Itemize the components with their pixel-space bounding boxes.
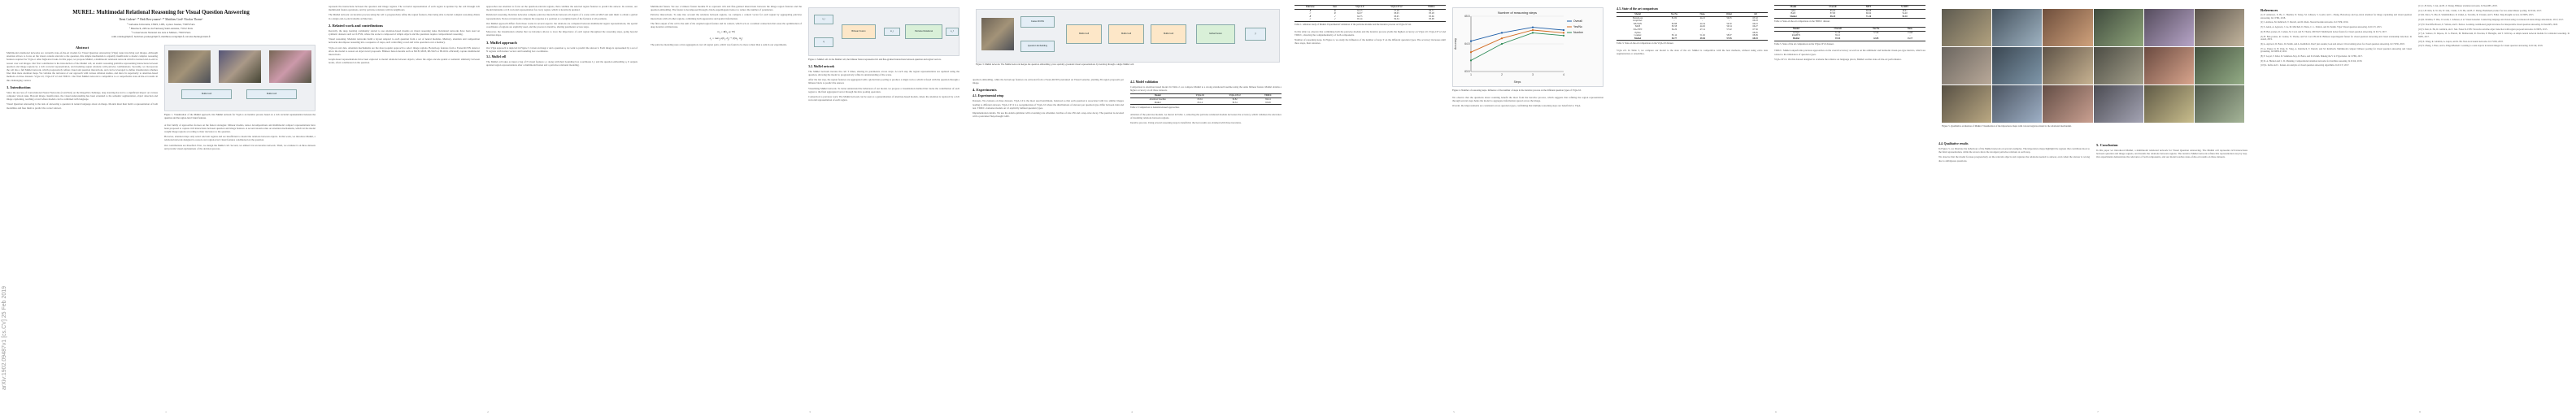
page-2 (322, 0, 644, 416)
t2-cell: 85.98 (1255, 102, 1281, 105)
page4-right-column (1130, 78, 1281, 411)
t2-h1: VQA 2.0 (1185, 94, 1215, 98)
t3-cell: Bottom-up (1632, 16, 1643, 20)
steps-chart (1453, 8, 1603, 84)
t1-cell: 39.54 (1376, 18, 1417, 21)
t1-h3: VQA-CP v2 (1376, 6, 1417, 10)
equation-1: $m_i = B(s_i$, q; Θ) (717, 30, 735, 35)
page1-right-column (164, 42, 315, 411)
t3-h4: All (1743, 13, 1768, 17)
t3-h1: Yes/No (1659, 13, 1690, 17)
t1-cell: 37.28 (1394, 9, 1399, 12)
t4-cell: 85.03 (1830, 9, 1836, 12)
page-number: 8 (2419, 410, 2421, 414)
t3-cell: 56.34 (1726, 25, 1732, 28)
figure-1: MuRel cell MuRel cell (164, 45, 315, 111)
y-tick-label: 63.5 (1464, 70, 1470, 74)
t1-cell: ✓ (1295, 18, 1326, 21)
setup-heading: 4.1. Experimental setup (973, 94, 1004, 98)
qualitative-heading: 4.4. Qualitative results (1939, 142, 1969, 145)
t3-cell: - (1673, 20, 1675, 23)
figure-3 (976, 9, 1280, 63)
t3-cell: DA-NTN (1633, 28, 1643, 31)
t1-cell: ✓ (1309, 12, 1312, 15)
t3-cell: Pythia (1634, 31, 1641, 34)
t3-cell: - (1702, 20, 1704, 23)
t5-h2: Yes/No (1857, 28, 1894, 32)
t1-cell: 65.14 (1344, 18, 1376, 21)
data-point (1532, 29, 1534, 31)
t4-cell: 60.08 (1865, 9, 1872, 12)
page-number: 5 (1453, 410, 1455, 414)
t3-cell: 66.27 (1752, 25, 1758, 28)
table-3 (1617, 12, 1768, 41)
t3-cell: 51.62 (1699, 34, 1705, 37)
page2-right-text: approaches use attention to focus on the question-relevant regions, then combine the selected region features to predict the answer. In contrast, our model maintains a rich vectorial representation for every region, which is iteratively updated. Relational reasoning. Relation networks compute pairwise interactions between all objects of a scene with an MLP and sum them to obtain a global representation. Non-local networks compute the response at a position as a weighted sum of the features at all positions. Our MuRel approach differs from these works in several aspects: the relations are computed between multimodal region representations, the spatial coordinates of regions are explicitly used, and the process is iterative, sharing parameters across steps. Moreover, the visualization scheme that we introduce allows to trace the importance of each region throughout the reasoning steps, going beyond attention maps. (486, 5, 637, 37)
legend-label: Yes/No (1573, 25, 1582, 29)
page3-left-column (651, 5, 802, 411)
t1-h2: VQA 2.0 (1344, 6, 1376, 10)
y-tick-label: 65.5 (1464, 15, 1470, 19)
figure-2-caption: Figure 2. MuRel cell. In the MuRel cell, the bilinear fusion represents rich and fine-grained interactions between question and region vectors. (808, 58, 942, 61)
x-tick-label: 2 (1501, 73, 1503, 76)
page7-right-column (2096, 140, 2247, 411)
network-heading: 3.2. MuRel network (808, 64, 835, 68)
page5-left-column (1295, 5, 1446, 411)
references-text-a: [1] P. Anderson, X. He, C. Buehler, D. Teney, M. Johnson, S. Gould, and L. Zhang. Bottom-up and top-down attention for image captioning and visual question answering. In CVPR, 2018. [2] J. Andreas, M. Rohrbach, T. Darrell, and D. Klein. Neural module networks. In CVPR, 2016. [3] S. Antol, A. Agrawal, J. Lu, M. Mitchell, D. Batra, C. L. Zitnick, and D. Parikh. VQA: Visual question answering. In ICCV, 2015. [4] H. Ben-younes, R. Cadene, M. Cord, and N. Thome. MUTAN: Multimodal tucker fusion for visual question answering. In ICCV, 2017. [5] H. Ben-younes, R. Cadene, N. Thome, and M. Cord. BLOCK: Bilinear superdiagonal fusion for visual question answering and visual relationship detection. In AAAI, 2019. [6] A. Agrawal, D. Batra, D. Parikh, and A. Kembhavi. Don't just assume; look and answer: Overcoming priors for visual question answering. In CVPR, 2018. [7] A. Fukui, D. H. Park, D. Yang, A. Rohrbach, T. Darrell, and M. Rohrbach. Multimodal compact bilinear pooling for visual question answering and visual grounding. In EMNLP, 2016. [8] Y. Goyal, T. Khot, D. Summers-Stay, D. Batra, and D. Parikh. Making the V in VQA matter. In CVPR, 2017. [9] D. A. Hudson and C. D. Manning. Compositional attention networks for machine reasoning. In ICLR, 2018. [10] K. Kafle and C. Kanan. An analysis of visual question answering algorithms. In ICCV, 2017. (2261, 14, 2412, 67)
t5-cell: 42.85 (1857, 37, 1894, 41)
related-text: Recently, the deep learning community started to use attention-based models on visual reasoning tasks. Relational networks have been used on synthetic datasets such as CLEVR, where the scene is composed of simple objects and the questions require compositional reasoning. Visual reasoning. Modular networks build a layout adapted to each question from a set of neural modules. Memory, attention and composition networks decompose reasoning into a sequence of steps, each controlling a read and write operation over a memory. VQA on real data. Attention mechanisms are the most popular approach to select image regions. Bottom-up features from a Faster-RCNN detector allow the model to reason on object-level proposals. Bilinear fusion models such as MCB, MLB, MUTAN or BLOCK efficiently capture multimodal interactions. Graph-based representations have been explored to model relations between objects, where the edges encode spatial or semantic similarity between nodes, often conditioned on the question. (329, 28, 480, 65)
sota-heading: 4.3. State of the art comparison (1617, 7, 1658, 11)
page-7 (1932, 0, 2254, 416)
figure-2 (808, 7, 959, 56)
t3-cell: 56.50 (1726, 22, 1732, 25)
x-tick-label: 1 (1470, 73, 1472, 76)
t1-cell: ✗ (1334, 12, 1337, 15)
table-5 (1774, 27, 1925, 41)
t1-cell: 38.03 (1394, 12, 1399, 15)
t1-cell: 85.98 (1417, 18, 1446, 21)
page5-left-text: In this table we observe that combining both the pairwise module and the iterative process yields the highest accuracy on VQA 2.0, VQA-CP v2 and TDIUC, showing the complementarity of both components. Number of reasoning steps. In Figure 4, we study the influence of the number of steps T on the different question types. The accuracy increases until three steps, then saturates. (1295, 29, 1446, 46)
t3-cell: MLB (1635, 25, 1641, 28)
t2-cell: Attention baseline (1149, 98, 1166, 101)
page4-right-text: Ablation of the pairwise module. As shown in Table 1, removing the pairwise relational module decreases the accuracy, which validates the relevance of modeling relations between regions. Iterative process. Using several reasoning steps is beneficial; the best results are obtained with three iterations. (1130, 112, 1281, 125)
page5-right-text: We observe that the questions about counting benefit the most from the iterative process, which suggests that refining the region representation through several steps helps the model to aggregate information spread across the image. Overall, the improvements are consistent across question types, confirming that multiple reasoning steps are beneficial to VQA. (1452, 95, 1603, 108)
page-3 (644, 0, 966, 416)
t2-h2: VQA-CP v2 (1215, 94, 1255, 98)
figure-5-caption: Figure 5. Qualitative evaluation of MuRel. Visualization of the importance maps with colored regions related to the relational mechanism. (1942, 124, 2072, 128)
t1-cell: ✓ (1334, 15, 1337, 18)
table-1 (1295, 5, 1446, 22)
x-tick-label: 4 (1563, 73, 1564, 76)
page6-left-text: VQA 2.0. In Table 3, we compare our model to the state of the art. MuRel is competitive with the best methods, without using extra data augmentation or ensembles. (1617, 49, 1768, 56)
qualitative-text: In Figure 5, we illustrate the behaviour of the MuRel network on several examples. The importance maps highlight the regions that contribute most to the final representation, while the arrows show the strongest pairwise relations at each step. We observe that the model focuses progressively on the relevant objects and captures the relations needed to answer, even when the answer is wrong due to ambiguous questions. (1939, 147, 2090, 162)
arxiv-id: arXiv:1902.09487v1 [cs.CV] 25 Feb 2019 (2, 285, 7, 390)
t3-cell: 66.01 (1752, 22, 1758, 25)
t3-cell: 83.58 (1671, 25, 1677, 28)
setup-text: Datasets. We evaluate on three datasets. VQA 2.0 is the most used benchmark, balanced so that each question is associated with two similar images leading to different answers. VQA-CP v2 is a reorganization of VQA 2.0 where the distributions of answers per question type differ between train and test. TDIUC evaluates models on 12 explicitly defined question types. Implementation details. We use the Adam optimizer with a learning rate scheduler, batches of size 256 and a step-wise decay. The question is encoded with a pretrained Skip-thought GRU. (973, 99, 1124, 119)
t4-cell: 49.91 (1902, 9, 1908, 12)
paper-authors: Remi Cadene¹·²* Hedi Ben-younes¹·²* Matthieu Cord¹ Nicolas Thome³ (119, 18, 203, 21)
t3-h3: Other (1716, 13, 1743, 17)
t3-cell: - (1729, 31, 1730, 34)
t2-cell: 39.54 (1215, 102, 1255, 105)
legend-label: Overall (1573, 20, 1582, 24)
t4-cell: BAN (1791, 12, 1796, 15)
t5-cell: RAMEN (1791, 34, 1800, 37)
t5-cell: - (1909, 34, 1911, 37)
series-line-yesno (1471, 30, 1564, 52)
page5-right-column (1452, 5, 1603, 411)
related-heading: 2. Related work and contributions (329, 23, 383, 28)
t3-cell: 56.05 (1726, 16, 1732, 20)
data-point (1532, 27, 1534, 28)
page1-right-text: A first family of approaches focuses on the fusion strategies: bilinear models, tensor decompositions and multimodal compact representations have been proposed to capture rich interactions between question and image features. A second stream relies on attention mechanisms, which let the model weight image regions according to their relevance to the question. However, attention maps only select relevant regions and are insufficient to model the relations between objects. In this work, we introduce MuRel, a relational network designed to reason over region-level visual features conditioned on the question. Our contributions are threefold. First, we design the MuRel cell. Second, we embed it in an iterative network. Third, we evaluate it on three datasets and provide visual explanations of the decision process. (164, 123, 315, 150)
affiliation-2: ² Heuritech, 248 rue du Faubourg Saint-Antoine, 75012 Paris (129, 26, 193, 30)
fig2-output: s_i' (946, 28, 959, 36)
fig3-qembed: Question Embedding (1020, 41, 1055, 52)
t3-cell: 57.85 (1716, 37, 1743, 41)
t5-cell: GVQA (1792, 31, 1799, 34)
fig3-detector: Faster-RCNN (1020, 16, 1055, 28)
t3-cell: 81.82 (1671, 16, 1677, 20)
t3-cell: - (1673, 31, 1675, 34)
equation-2: $e_i = \max_j \alpha(b_i$, $b_j) + \beta(m_i$, $m_j$) (709, 36, 743, 41)
t1-cell: ✗ (1309, 15, 1312, 18)
fig3-cell-3: MuRel cell (1151, 24, 1186, 44)
data-point (1563, 35, 1564, 37)
t1-h0: Pairwise (1295, 6, 1326, 10)
x-axis-label: Steps (1513, 80, 1521, 84)
fig3-cell-1: MuRel cell (1066, 24, 1102, 44)
data-point (1563, 32, 1564, 33)
x-tick-label: 3 (1532, 73, 1534, 76)
t1-cell: 64.75 (1357, 15, 1363, 18)
data-point (1563, 29, 1564, 31)
t3-cell: 66.18 (1752, 20, 1758, 23)
page7-left-column (1939, 140, 2090, 411)
t5-cell: 31.30 (1834, 31, 1841, 34)
table-2-caption: Table 2. Comparison to Attention-based approaches. (1130, 106, 1180, 110)
t1-cell: 84.71 (1429, 9, 1434, 12)
page3-right-column (808, 5, 959, 411)
t3-cell: 68.09 (1752, 34, 1758, 37)
t2-h3: TDIUC (1255, 94, 1281, 98)
references-text-b: [11] J.-H. Kim, J. Jun, and B.-T. Zhang. Bilinear attention networks. In NeurIPS, 2018. [12] J.-H. Kim, K. W. On, W. Lim, J. Kim, J.-W. Ha, and B.-T. Zhang. Hadamard product for low-rank bilinear pooling. In ICLR, 2017. [13] R. Kiros, Y. Zhu, R. Salakhutdinov, R. Zemel, A. Torralba, R. Urtasun, and S. Fidler. Skip-thought vectors. In NIPS, 2015. [14] R. Krishna, Y. Zhu, O. Groth, J. Johnson, et al. Visual Genome: Connecting language and vision using crowdsourced dense image annotations. IJCV, 2017. [15] W. Norcliffe-Brown, E. Vafeais, and S. Parisot. Learning conditioned graph structures for interpretable visual question answering. In NeurIPS, 2018. [16] S. Ren, K. He, R. Girshick, and J. Sun. Faster R-CNN: Towards real-time object detection with region proposal networks. In NIPS, 2015. [17] A. Santoro, D. Raposo, D. G. Barrett, M. Malinowski, R. Pascanu, P. Battaglia, and T. Lillicrap. A simple neural network module for relational reasoning. In NIPS, 2017. [18] X. Wang, R. Girshick, A. Gupta, and K. He. Non-local neural networks. In CVPR, 2018. [19] Y. Zhang, J. Hare, and A. Prügel-Bennett. Learning to count objects in natural images for visual question answering. In ICLR, 2018. (2418, 5, 2569, 48)
t3-cell: 58.97 (1726, 34, 1732, 37)
t5-cell: MuRel (1774, 37, 1818, 41)
t2-cell: 63.61 (1197, 98, 1203, 101)
fig2-pairwise: Pairwise Relational (905, 24, 942, 39)
t4-h3: N-MPT (1884, 6, 1925, 10)
t5-cell: 39.54 (1818, 37, 1858, 41)
page-number: 7 (2097, 410, 2099, 414)
t2-cell: 36.82 (1232, 98, 1238, 101)
t4-cell: 59.30 (1884, 15, 1925, 19)
data-point (1532, 32, 1534, 33)
abstract-heading: Abstract (75, 46, 89, 50)
page3-left-text: Multimodal fusion. We use a bilinear fusion module B to represent rich and fine-grained interactions between the image region features and the question embedding. The fusion is decomposed through a block-superdiagonal tensor to reduce the number of parameters. Pairwise interactions. To take into account the relations between regions, we compute a context vector for each region by aggregating pairwise interactions with all other regions, combining both appearance and spatial information. The final output of the cell is the sum of the original region feature and its context, which acts as a residual connection that eases the optimization of deep iterative architectures. (651, 5, 802, 29)
data-point (1501, 32, 1503, 33)
t5-cell: 39.21 (1834, 34, 1841, 37)
t5-h3: Num. (1895, 28, 1925, 32)
page-1 (0, 0, 322, 416)
data-point (1470, 51, 1472, 53)
legend-label: Number (1573, 31, 1584, 35)
t1-h1: Iter. (1326, 6, 1344, 10)
page-6 (1610, 0, 1932, 416)
page-number: 4 (1131, 410, 1133, 414)
t1-cell: ✗ (1334, 9, 1337, 12)
t3-cell: 68.03 (1743, 37, 1768, 41)
t1-cell: 85.66 (1429, 15, 1434, 18)
t3-cell: Graph Att. (1633, 20, 1643, 23)
experiments-heading: 4. Experiments (973, 88, 997, 93)
t3-cell: 84.77 (1659, 37, 1690, 41)
t3-cell: 84.29 (1671, 28, 1677, 31)
t3-cell: MUTAN (1634, 22, 1643, 25)
t3-cell: - (1729, 20, 1730, 23)
t4-cell: QTA (1791, 9, 1796, 12)
t3-cell: 67.56 (1752, 28, 1758, 31)
t1-cell: 38.65 (1394, 15, 1399, 18)
fig2-m: m_i (884, 28, 900, 36)
t3-cell: 57.92 (1726, 28, 1732, 31)
page-4 (966, 0, 1288, 416)
t3-cell: Counter (1634, 34, 1642, 37)
page4-left-column (973, 78, 1124, 411)
conclusion-heading: 5. Conclusion (2096, 143, 2118, 147)
t3-cell: 47.14 (1699, 28, 1705, 31)
t4-cell: 71.20 (1853, 15, 1884, 19)
model-intro-text: Our VQA approach is depicted in Figure 3. Given an image v and a question q, we want to predict the answer â. Each image is represented by a set of N regions with feature vectors and bounding box coordinates. (486, 46, 637, 53)
page1-left-column (7, 42, 158, 411)
page6-right-column (1774, 5, 1925, 411)
page4-left-text: question embedding, while the bottom-up features are extracted from a Faster-RCNN pretrained on Visual Genome, yielding 36 region proposals per image. (973, 78, 1124, 85)
figure-5 (1942, 9, 2244, 123)
t3-cell: 49.84 (1690, 37, 1716, 41)
data-point (1501, 37, 1503, 39)
y-tick-label: 64.5 (1464, 42, 1470, 46)
t5-h0: Model (1774, 28, 1818, 32)
t1-cell: 85.28 (1429, 12, 1434, 15)
validation-heading: 4.2. Model validation (1130, 80, 1159, 84)
t4-cell: 66.94 (1865, 12, 1872, 15)
table-5-caption: Table 5. State of the art comparison on the VQA-CP v2 dataset. (1774, 41, 1834, 46)
t5-cell: - (1875, 34, 1877, 37)
fig2-input-q: q (814, 37, 833, 47)
page2-right-column (486, 5, 637, 411)
intro-text: Since the success of Convolutional Neural Networks (ConvNets) on the ImageNet challenge, deep learning has led to a significant impact on various computer vision tasks. Beyond image classification, the visual understanding has been extended to the semantic segmentation, object detection and image captioning, reaching a level where models can be combined with language. Visual Question Answering is the task of answering a question in natural language about an image. Models must then build a representation of both modalities and fuse them to predict the correct answer. (7, 90, 158, 110)
page2-left-text-a: represent the interactions between the question and image regions. The vectorial representation of each region is updated by the cell through rich multimodal fusion operations, and by pairwise relations with its neighbours. The MuRel network: an iterative process using the cell to progressively refine the region features, thus being able to model complex reasoning chains in a single end-to-end trainable architecture. (329, 5, 480, 20)
page8-left-column (2261, 5, 2412, 411)
t1-h4: TDIUC (1417, 6, 1446, 10)
series-line-number (1471, 32, 1564, 60)
figure-1-caption: Figure 1. Visualization of the MuRel approach. Our MuRel network for VQA is an iterative process based on a rich vectorial representation between the question and the region-level visual features. (164, 113, 315, 119)
t3-h2: Num. (1690, 13, 1716, 17)
t4-h1: Overall (1812, 6, 1853, 10)
page-number: 6 (1775, 410, 1777, 414)
validation-text: Comparison to attention-based model. In Table 2, we compare MuRel to a strong attentional baseline using the same bilinear fusion. MuRel obtains a higher accuracy on all three datasets. (1130, 85, 1281, 93)
figure-3-caption: Figure 3. MuRel network. The MuRel network merges the question embedding q into spatially-grounded visual representations by iterating through a single MuRel cell. (976, 63, 1134, 66)
t1-cell: ✗ (1309, 9, 1312, 12)
t3-cell: 44.21 (1699, 16, 1705, 20)
intro-heading: 1. Introduction (7, 84, 31, 89)
affiliation-1: ¹ Sorbonne Université, CNRS, LIP6, 4 place Jussieu, 75005 Paris (127, 22, 195, 26)
page3-left-text-b: The pairwise modeling uses a max aggregation over all region pairs, which was found to be more robust than a sum in our experiments. (651, 42, 787, 46)
cell-text: The MuRel cell takes as input a bag of N visual features s_i along with their bounding box coordinates b_i and the question embedding q. It outputs updated region representations after a multimodal fusion and a pairwise relational modeling. (486, 60, 637, 67)
t4-h0: Model (1774, 6, 1812, 10)
fig3-output: ŷ (1245, 28, 1266, 41)
data-point (1501, 43, 1503, 45)
y-axis-label: Accuracy (1454, 38, 1457, 50)
t3-cell: - (1702, 31, 1704, 34)
model-heading: 3. MuRel approach (486, 40, 517, 45)
t4-cell: 54.40 (1902, 12, 1908, 15)
t1-cell: 64.13 (1357, 9, 1363, 12)
data-point (1470, 41, 1472, 42)
fig3-global-fusion: Global Fusion (1196, 24, 1235, 44)
t3-cell: 65.32 (1752, 16, 1758, 20)
t5-cell: 13.17 (1895, 37, 1925, 41)
t3-cell: 44.54 (1699, 22, 1705, 25)
t5-h1: Overall (1818, 28, 1858, 32)
t2-cell: 84.24 (1265, 98, 1271, 101)
page-number: 2 (487, 410, 489, 414)
data-point (1470, 59, 1472, 61)
fig3-cell-2: MuRel cell (1108, 24, 1144, 44)
affiliation-3: ³ Conservatoire National des Arts et Métiers, 75003 Paris (131, 30, 191, 34)
t1-cell: 64.57 (1357, 12, 1363, 15)
t3-cell: 68.05 (1752, 31, 1758, 34)
t2-h0: Model (1130, 94, 1185, 98)
table-2 (1130, 93, 1281, 105)
network-text: The MuRel network iterates the cell T times, sharing its parameters across steps. At each step the region representations are updated using the question, allowing the model to progressively refine its understanding of the scene. After the last step, the region features are aggregated with a global max pooling to produce a single vector, which is fused with the question through a bilinear block to predict the answer. Visualizing MuRel network. To better understand the behaviour of our model, we propose a visualization method that tracks the contribution of each region to the final aggregated vector through the max pooling operation. Connection to previous work. The MuRel network can be seen as a generalization of attention-based models, where the attention is replaced by a rich vectorial representation of each region. (808, 69, 959, 102)
page2-left-column (329, 5, 480, 411)
figure-4-caption: Figure 4. Number of reasoning steps. Influence of the number of steps in the iterative process on the different question types of VQA 2.0. (1452, 89, 1582, 92)
t3-h0: Model (1617, 13, 1659, 17)
t1-cell: ✓ (1326, 18, 1344, 21)
table-4 (1774, 5, 1925, 19)
fig2-bilinear: Bilinear Fusion (842, 24, 876, 39)
page-number: 3 (809, 410, 811, 414)
page-8 (2254, 0, 2576, 416)
t3-cell: 44.92 (1699, 25, 1705, 28)
page6-right-text: TDIUC. MuRel outperforms previous approaches on the overall accuracy as well as on the arithmetic and harmonic mean-per-type metrics, which are robust to the imbalance of question types. VQA-CP v2. On this dataset designed to evaluate the reliance on language priors, MuRel reaches state-of-the-art performance. (1774, 49, 1925, 61)
page-number: 1 (165, 410, 167, 414)
conclusion-text: In this paper we introduced MuRel, a multimodal relational network for Visual Question Answering. The MuRel cell represents rich interactions between question and image regions, and models the relations between regions. The iterative MuRel network refines this representation step by step. Our experiments demonstrate the relevance of both components, and our model reaches state-of-the-art results on three datasets. (2096, 149, 2247, 159)
abstract-text: Multimodal attentional networks are currently state-of-the-art models for Visual Question Answering (VQA) tasks involving real images. Although attention allows to focus on the visual content relevant to the question, this simple mechanism is arguably insufficient to model complex reasoning features required for VQA or other high-level tasks. In this paper, we propose MuRel, a multimodal relational network which is learned end-to-end to reason over real images. Our first contribution is the introduction of the MuRel cell, an atomic reasoning primitive representing interactions between question and image regions by a rich vectorial representation, and modeling region relations with pairwise combinations. Secondly, we incorporate the cell into a full MuRel network, which progressively refines visual and question interactions, and can be leveraged to define visualization schemes finer than mere attention maps. We validate the relevance of our approach with various ablation studies, and show its superiority to attention-based methods on three datasets: VQA 2.0, VQA-CP v2 and TDIUC. Our final MuRel network is competitive to or outperforms state-of-the-art results in this challenging context. (7, 51, 158, 82)
table-4-caption: Table 4. State-of-the-art comparison on the TDIUC dataset. (1774, 20, 1830, 24)
t4-h2: MPT (1853, 6, 1884, 10)
page8-right-column (2418, 5, 2569, 411)
table-3-caption: Table 3. State-of-the-art comparison on the VQA 2.0 dataset. (1617, 41, 1674, 46)
page6-left-column (1617, 5, 1768, 411)
chart-title: Number of reasoning steps (1497, 11, 1538, 15)
fig2-input-s: s_i (814, 15, 833, 24)
paper-title: MUREL: Multimodal Relational Reasoning for Visual Question Answering (72, 10, 250, 15)
references-heading: References (2261, 8, 2278, 12)
page-5 (1288, 0, 1610, 416)
t4-cell: MuRel (1774, 15, 1812, 19)
t2-cell: MuRel (1130, 102, 1185, 105)
t3-cell: MuRel (1617, 37, 1659, 41)
figure-4 (1452, 7, 1603, 87)
cell-heading: 3.1. MuRel cell (486, 55, 507, 59)
t3-cell: 82.88 (1671, 22, 1677, 25)
t4-cell: 88.20 (1812, 15, 1853, 19)
t3-cell: 83.14 (1671, 34, 1677, 37)
table-1-caption: Table 1. Ablation study of MuRel. Experimental validation of the pairwise module and the iterative process on VQA 2.0 val. (1295, 22, 1412, 26)
t5-cell: 57.99 (1873, 31, 1879, 34)
t2-cell: 65.14 (1185, 102, 1215, 105)
t4-cell: 87.00 (1830, 12, 1836, 15)
t5-cell: 13.68 (1907, 31, 1913, 34)
author-emails: remi.cadene@lip6.fr, hedi.ben-younes@lip6.fr, matthieu.cord@lip6.fr, nicolas.thome@cnam.fr (111, 34, 211, 38)
